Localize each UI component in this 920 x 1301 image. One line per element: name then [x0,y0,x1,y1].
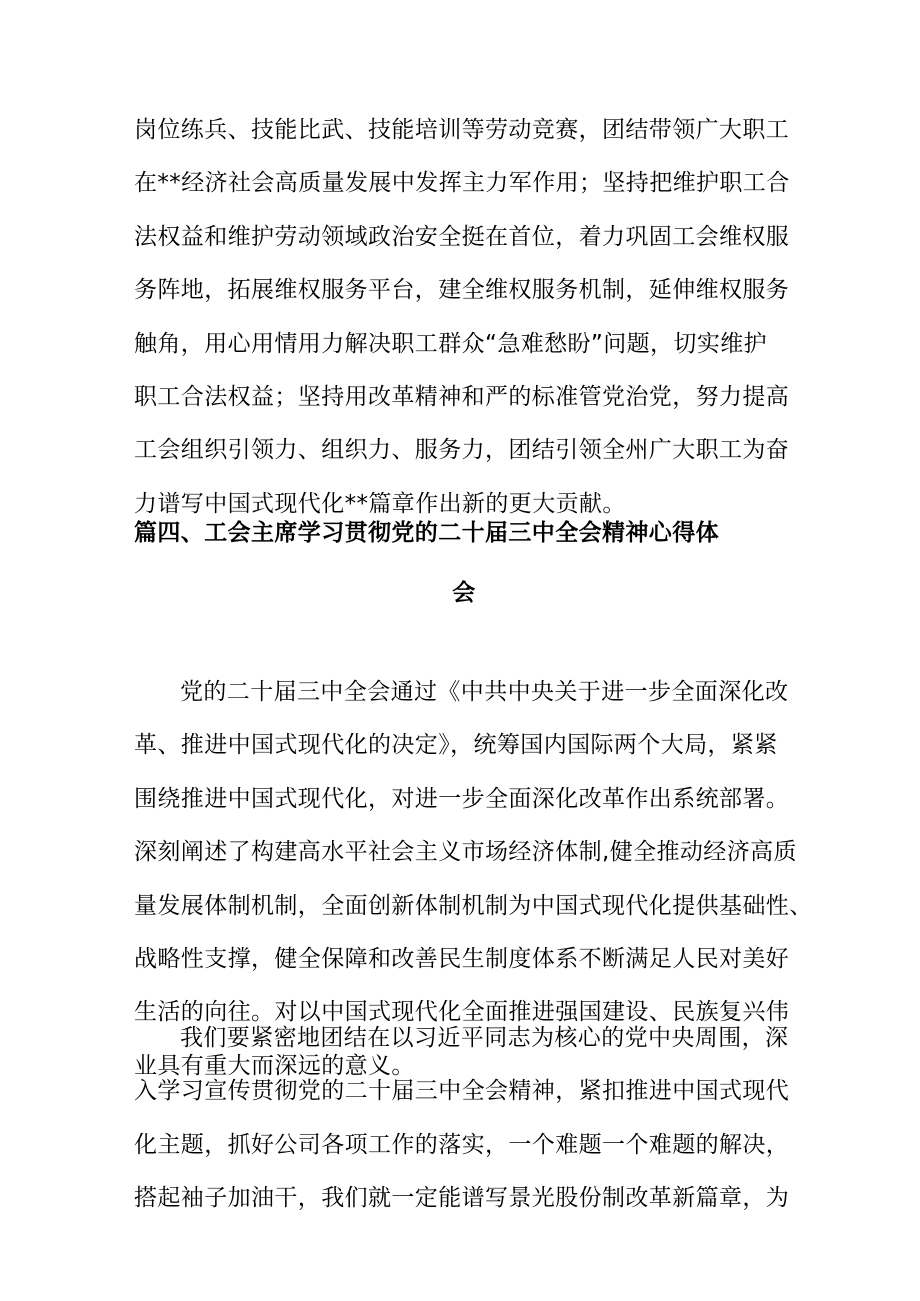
paragraph-continued [134,104,794,531]
section-heading-line: 会 [452,580,476,606]
text-line: 岗位练兵、技能比武、技能培训等劳动竞赛，团结带领广大职工 [134,117,790,143]
text-line: 触角，用心用情用力解决职工群众“急难愁盼”问题，切实维护 [134,330,768,357]
text-line: 化主题，抓好公司各项工作的落实，一个难题一个难题的解决， [134,1131,790,1158]
text-line: 革、推进中国式现代化的决定》，统筹国内国际两个大局，紧紧 [134,732,778,759]
text-line: 力谱写中国式现代化**篇章作出新的更大贡献。 [134,490,626,517]
text-line: 务阵地，拓展维权服务平台，建全维权服务机制，延伸维权服务 [134,277,790,304]
text-line: 党的二十届三中全会通过《中共中央关于进一步全面深化改 [180,679,789,705]
text-line: 围绕推进中国式现代化，对进一步全面深化改革作出系统部署。 [134,785,790,812]
text-line: 量发展体制机制，全面创新体制机制为中国式现代化提供基础性、 [134,892,813,919]
section-heading [134,505,794,621]
text-line: 业具有重大而深远的意义。 [134,1052,415,1079]
text-line: 法权益和维护劳动领域政治安全挺在首位，着力巩固工会维权服 [134,223,790,250]
section-heading-line: 篇四、工会主席学习贯彻党的二十届三中全会精神心得体 [134,520,719,546]
text-line: 职工合法权益；坚持用改革精神和严的标准管党治党，努力提高 [134,383,790,410]
text-line: 深刻阐述了构建高水平社会主义市场经济体制,健全推动经济高质 [134,839,797,866]
text-line: 战略性支撑，健全保障和改善民生制度体系不断满足人民对美好 [134,945,790,972]
text-line: 搭起袖子加油干，我们就一定能谱写景光股份制改革新篇章，为 [134,1185,790,1212]
text-line: 生活的向往。对以中国式现代化全面推进强国建设、民族复兴伟 [134,999,790,1026]
paragraph-three [134,1012,794,1226]
text-line: 在**经济社会高质量发展中发挥主力军作用；坚持把维护职工合 [134,170,790,197]
text-line: 我们要紧密地团结在以习近平同志为核心的党中央周围，深 [180,1025,789,1051]
text-line: 入学习宣传贯彻党的二十届三中全会精神，紧扣推进中国式现代 [134,1078,790,1105]
text-line: 工会组织引领力、组织力、服务力，团结引领全州广大职工为奋 [134,437,790,464]
